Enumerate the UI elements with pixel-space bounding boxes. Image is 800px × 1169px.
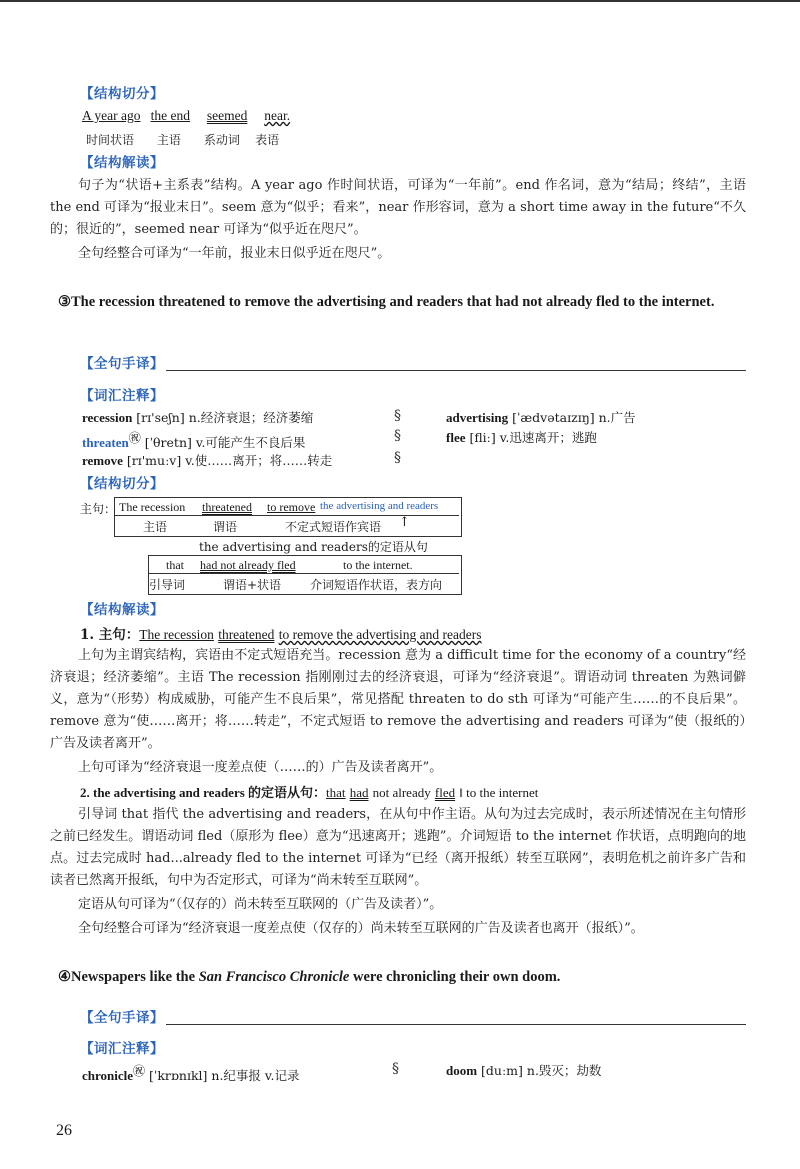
vocab-definition: v.可能产生不良后果 [195, 435, 306, 451]
diagram-verb: threatened [202, 500, 252, 514]
vocab-definition: v.迅速离开；逃跑 [499, 430, 597, 445]
vocab-definition: v.使……离开；将……转走 [185, 453, 333, 468]
split-role: 表语 [255, 133, 280, 147]
label-structure-analysis-3: 【结构解读】 [80, 602, 164, 618]
heading-prefix: 2. the advertising and readers 的定语从句： [80, 785, 327, 800]
split-word: seemed [206, 108, 248, 123]
analysis-heading-2 [80, 782, 538, 801]
vocab-word: flee [446, 430, 466, 445]
vocab-word: doom [446, 1063, 478, 1078]
diagram-role: 主语 [143, 520, 168, 534]
diagram-role: 不定式短语作宾语 [285, 520, 382, 534]
split-role: 主语 [156, 133, 181, 147]
diagram-subject: The recession [119, 500, 186, 514]
vocab-phonetic: [fliː] [469, 430, 496, 445]
sentence-text: The recession threatened to remove the advertising and readers that had not already fled to the internet. [71, 294, 715, 310]
vocab-word: recession [82, 410, 133, 425]
wavy-divider-icon: § [392, 1061, 399, 1077]
analysis-paragraph: 全句经整合可译为“一年前，报业末日似乎近在咫尺”。 [78, 246, 391, 261]
arrow-up-icon: ↑ [399, 515, 410, 530]
heading-aux: had [349, 785, 369, 800]
sentence-text: Newspapers like the [71, 969, 199, 985]
heading-subject: The recession [139, 627, 214, 642]
sentence-title: San Francisco Chronicle [198, 969, 350, 985]
vocab-item [82, 408, 313, 428]
vocab-item [82, 451, 332, 471]
vocab-definition: n.广告 [598, 410, 636, 425]
analysis-paragraph: 全句经整合可译为“经济衰退一度差点使（仅存的）尚未转至互联网的广告及读者也离开（报纸）”。 [78, 921, 644, 936]
diagram-predicate: had not already fled [200, 558, 296, 572]
heading-verb: fled [434, 785, 456, 800]
analysis-paragraph: 上句可译为“经济衰退一度差点使（……的）广告及读者离开”。 [78, 760, 443, 775]
diagram-role: 谓语+状语 [223, 578, 282, 592]
label-vocabulary-3: 【词汇注释】 [80, 388, 164, 404]
diagram-connector: that [166, 558, 184, 572]
main-clause-label: 主句： [80, 502, 117, 516]
label-full-translation-3: 【全句手译】 [80, 356, 164, 372]
analysis-paragraph: 引导词 that 指代 the advertising and readers，在从句中作主语。从句为过去完成时，表示所述情况在主句情形之前已经发生。谓语动词 fled（原形为 flee）意为“迅速离开；逃跑”。介词短语 to the internet 作状语，点明跑向的地点。过去完成时 had...already fled to the internet 可译为“已经（离开报纸）转至互联网”，表明危机之前许多广告和读者已然离开报纸，句中为否定形式，可译为“尚未转至互联网”。 [50, 807, 746, 888]
split-word: the end [150, 108, 190, 123]
diagram-adverbial: to the internet. [343, 558, 413, 572]
split-word: near. [264, 108, 291, 123]
sentence-4 [58, 966, 748, 988]
vocab-word: chronicle [82, 1068, 134, 1084]
heading-adverb: not already [372, 785, 431, 800]
vocab-word: threaten [82, 435, 129, 451]
page-number: 26 [56, 1122, 72, 1139]
diagram-role: 介词短语作状语，表方向 [310, 578, 443, 592]
vocab-definition: n.毁灭；劫数 [526, 1063, 602, 1078]
vocab-definition: n.纪事报 v.记录 [211, 1068, 300, 1084]
label-full-translation-4: 【全句手译】 [80, 1010, 164, 1026]
vocab-definition: n.经济衰退；经济萎缩 [188, 410, 314, 425]
sentence-number: ④ [58, 969, 71, 985]
translation-blank-line[interactable] [166, 370, 746, 371]
diagram-divider [149, 573, 459, 574]
top-rule [0, 0, 800, 2]
analysis-paragraph: 上句为主谓宾结构，宾语由不定式短语充当。recession 意为 a difficult time for the economy of a country“经济衰退；经济萎缩”。主语 The recession 指刚刚过去的经济衰退，可译为“经济衰退”。谓语动词 threaten 为熟词僻义，意为“（形势）构成威胁，可能产生不良后果”，常见搭配 threaten to do sth 可译为“可能产生……的不良后果”。remove 意为“使……离开；将……转走”，不定式短语 to remove the advertising and readers 可译为“使（报纸的）广告及读者离开”。 [50, 648, 746, 751]
heading-connector: that [326, 785, 346, 800]
vocab-item [446, 1061, 601, 1081]
frequency-mark-icon: ㊗ [128, 431, 141, 445]
analysis-heading-1 [80, 623, 482, 643]
frequency-mark-icon: ㊗ [133, 1064, 146, 1078]
wavy-divider-icon: § [394, 428, 401, 444]
wavy-divider-icon: § [394, 408, 401, 424]
heading-verb: threatened [218, 627, 275, 642]
translation-blank-line[interactable] [166, 1024, 746, 1025]
vocab-word: advertising [446, 410, 509, 425]
wavy-divider-icon: § [394, 450, 401, 466]
sentence-number: ③ [58, 294, 71, 310]
label-structure-split-3: 【结构切分】 [80, 476, 164, 492]
relative-clause-caption: the advertising and readers的定语从句 [199, 540, 428, 554]
split-word: A year ago [82, 108, 141, 123]
vocab-item [446, 428, 597, 448]
vocab-item [446, 408, 636, 428]
heading-rest: ‖ to the internet [459, 785, 539, 800]
vocab-phonetic: [duːm] [481, 1063, 523, 1078]
heading-prefix: 1. 主句： [80, 627, 140, 643]
vocab-item [82, 428, 305, 453]
sentence-3 [58, 291, 772, 313]
analysis-paragraph: 句子为“状语+主系表”结构。A year ago 作时间状语，可译为“一年前”。end 作名词，意为“结局；终结”，主语 the end 可译为“报业末日”。seem 意为“似乎；看来”，near 作形容词，意为 a short time away in the future“不久的；很近的”，seemed near 可译为“似乎近在咫尺”。 [50, 178, 746, 237]
vocab-word: remove [82, 453, 123, 468]
split-words-1 [82, 108, 290, 124]
diagram-object-noun: the advertising and readers [320, 500, 439, 512]
analysis-paragraph: 定语从句可译为“（仅存的）尚未转至互联网的（广告及读者）”。 [78, 897, 443, 912]
vocab-phonetic: [rɪ'seʃn] [136, 410, 185, 425]
split-roles-1 [86, 131, 279, 148]
diagram-role: 引导词 [149, 578, 186, 592]
label-structure-split-1: 【结构切分】 [80, 86, 164, 102]
label-vocabulary-4: 【词汇注释】 [80, 1041, 164, 1057]
heading-object: to remove the advertising and readers [278, 627, 482, 642]
sentence-text: were chronicling their own doom. [349, 969, 561, 985]
vocab-item [82, 1061, 299, 1086]
vocab-phonetic: [rɪ'muːv] [126, 453, 182, 468]
label-structure-analysis-1: 【结构解读】 [80, 155, 164, 171]
diagram-object-to: to remove [267, 500, 316, 514]
split-role: 时间状语 [86, 133, 135, 147]
vocab-phonetic: [ˈædvətaɪzɪŋ] [512, 410, 595, 425]
vocab-phonetic: [ˈkrɒnɪkl] [149, 1068, 208, 1084]
diagram-role: 谓语 [213, 520, 238, 534]
split-role: 系动词 [203, 133, 240, 147]
vocab-phonetic: [ˈθretn] [144, 435, 192, 451]
